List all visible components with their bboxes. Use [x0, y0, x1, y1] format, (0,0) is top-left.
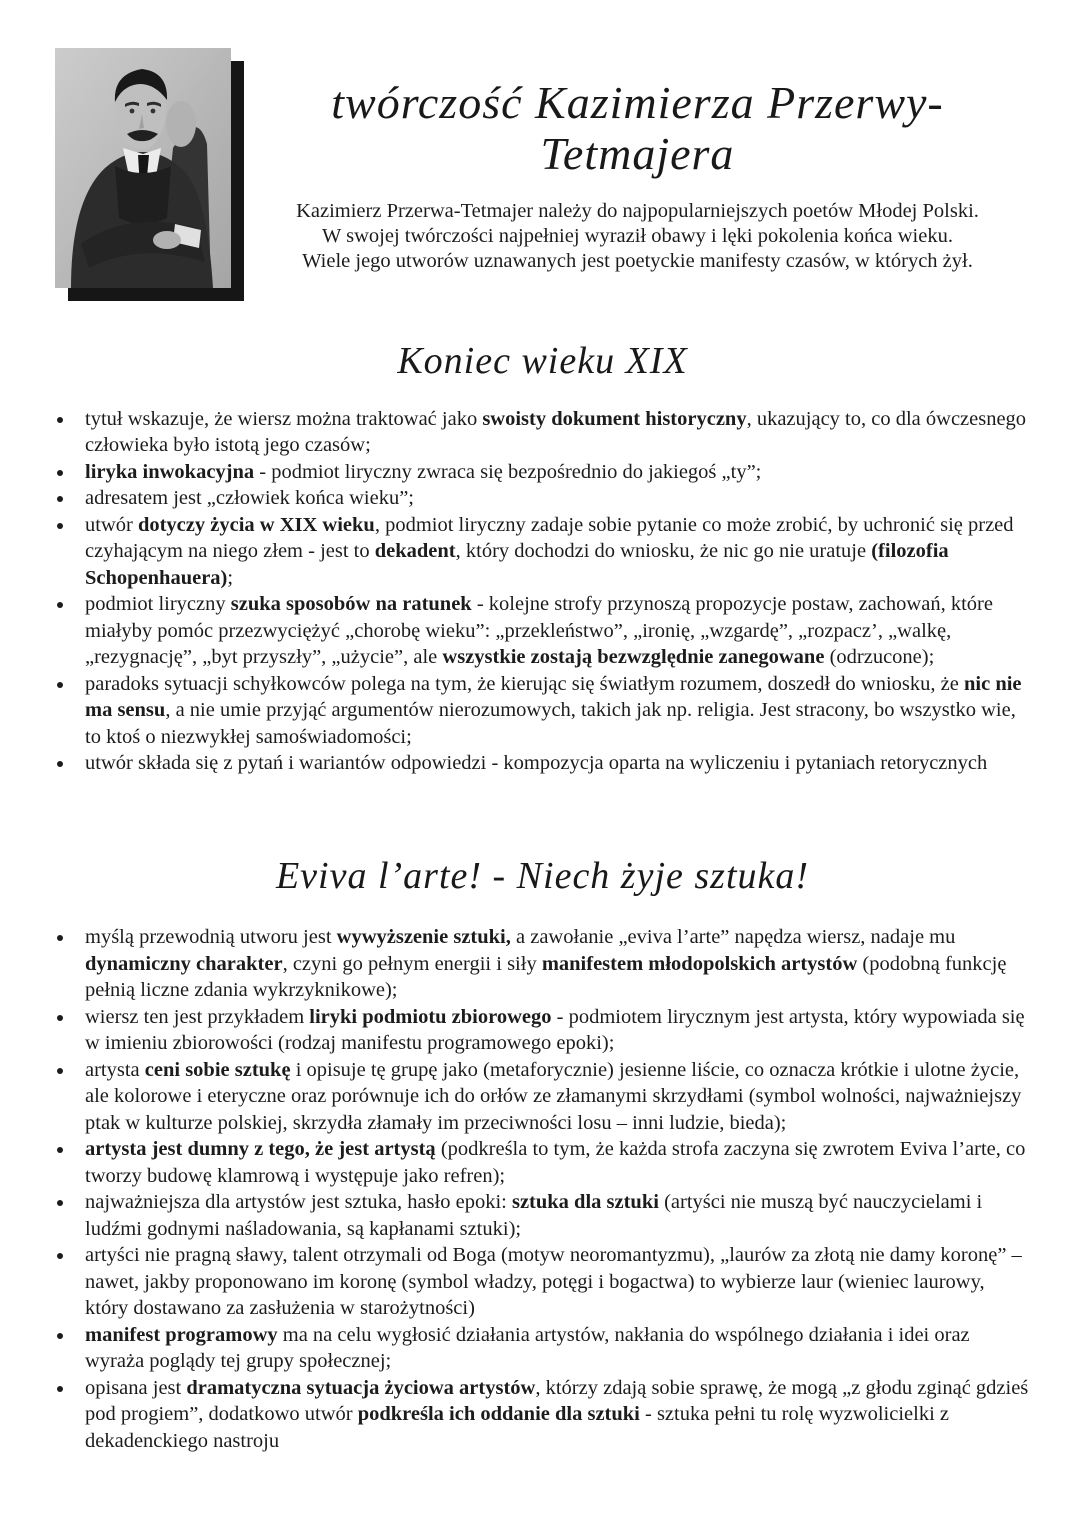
list-item: myślą przewodnią utworu jest wywyższenie sztuki, a zawołanie „eviva l’arte” napędza wiersz, nadaje mu dynamiczny charakter, czyni go pełnym energii i siły manifestem młodopolskich artystów (podobną funkcję pełnią liczne zdania wykrzyknikowe); [55, 924, 1030, 1004]
section-heading: Koniec wieku XIX [397, 340, 688, 382]
intro-line-2: W swojej twórczości najpełniej wyraził obawy i lęki pokolenia końca wieku. [322, 225, 953, 248]
list-item: paradoks sytuacji schyłkowców polega na tym, że kierując się światłym rozumem, doszedł do wniosku, że nic nie ma sensu, a nie umie przyjąć argumentów nierozumowych, takich jak np. religia. Jest stracony, bo wszystko wie, to ktoś o niezwykłej samoświadomości; [55, 671, 1030, 751]
list-item: utwór dotyczy życia w XIX wieku, podmiot liryczny zadaje sobie pytanie co może zrobić, by uchronić się przed czyhającym na niego złem - jest to dekadent, który dochodzi do wniosku, że nic go nie uratuje (filozofia Schopenhauera); [55, 512, 1030, 592]
list-item: artyści nie pragną sławy, talent otrzymali od Boga (motyw neoromantyzmu), „laurów za złotą nie damy koronę” – nawet, jakby proponowano im koronę (symbol władzy, potęgi i bogactwa) to wybierze laur (wieniec laurowy, który dostawano za zasłużenia w starożytności) [55, 1242, 1030, 1322]
list-item: najważniejsza dla artystów jest sztuka, hasło epoki: sztuka dla sztuki (artyści nie muszą być nauczycielami i ludźmi godnymi naśladowania, są kapłanami sztuki); [55, 1189, 1030, 1242]
section-koniec-wieku-xix [55, 340, 1030, 777]
list-item: utwór składa się z pytań i wariantów odpowiedzi - kompozycja oparta na wyliczeniu i pytaniach retorycznych [55, 750, 1030, 777]
list-item: podmiot liryczny szuka sposobów na ratunek - kolejne strofy przynoszą propozycje postaw, zachowań, które miałyby pomóc przezwyciężyć „chorobę wieku”: „przekleństwo”, „ironię, „wzgardę”, „rozpacz’, „walkę, „rezygnację”, „byt przyszły”, „użycie”, ale wszystkie zostają bezwzględnie zanegowane (odrzucone); [55, 591, 1030, 671]
portrait-illustration [55, 48, 231, 288]
intro-line-3: Wiele jego utworów uznawanych jest poetyckie manifesty czasów, w których żył. [302, 250, 973, 273]
page-title: twórczość Kazimierza Przerwy-Tetmajera [331, 77, 944, 179]
list-item: tytuł wskazuje, że wiersz można traktować jako swoisty dokument historyczny, ukazujący to, co dla ówczesnego człowieka było istotą jego czasów; [55, 406, 1030, 459]
bullet-list [55, 924, 1030, 1454]
header [55, 48, 1030, 288]
list-item: manifest programowy ma na celu wygłosić działania artystów, nakłania do wspólnego działania i idei oraz wyraża poglądy tej grupy społecznej; [55, 1322, 1030, 1375]
section-heading: Eviva l’arte! - Niech żyje sztuka! [275, 854, 810, 897]
list-item: liryka inwokacyjna - podmiot liryczny zwraca się bezpośrednio do jakiegoś „ty”; [55, 459, 1030, 486]
list-item: artysta jest dumny z tego, że jest artystą (podkreśla to tym, że każda strofa zaczyna się zwrotem Eviva l’arte, co tworzy budowę klamrową i występuje jako refren); [55, 1136, 1030, 1189]
section-eviva-larte [55, 855, 1030, 1455]
list-item: adresatem jest „człowiek końca wieku”; [55, 485, 1030, 512]
intro-line-1: Kazimierz Przerwa-Tetmajer należy do najpopularniejszych poetów Młodej Polski. [296, 200, 979, 223]
portrait-photo [55, 48, 231, 288]
list-item: opisana jest dramatyczna sytuacja życiowa artystów, którzy zdają sobie sprawę, że mogą „z głodu zginąć gdzieś pod progiem”, dodatkowo utwór podkreśla ich oddanie dla sztuki - sztuka pełni tu rolę wyzwolicielki z dekadenckiego nastroju [55, 1375, 1030, 1455]
header-text [231, 48, 1030, 274]
list-item: artysta ceni sobie sztukę i opisuje tę grupę jako (metaforycznie) jesienne liście, co oznacza krótkie i ulotne życie, ale kolorowe i eteryczne oraz porównuje ich do orłów ze złamanymi skrzydłami (symbol wolności, najważniejszy ptak w kulturze polskiej, skrzydła złamały im przeciwności losu – inni ludzie, bieda); [55, 1057, 1030, 1137]
list-item: wiersz ten jest przykładem liryki podmiotu zbiorowego - podmiotem lirycznym jest artysta, który wypowiada się w imieniu zbiorowości (rodzaj manifestu programowego epoki); [55, 1004, 1030, 1057]
bullet-list [55, 406, 1030, 777]
